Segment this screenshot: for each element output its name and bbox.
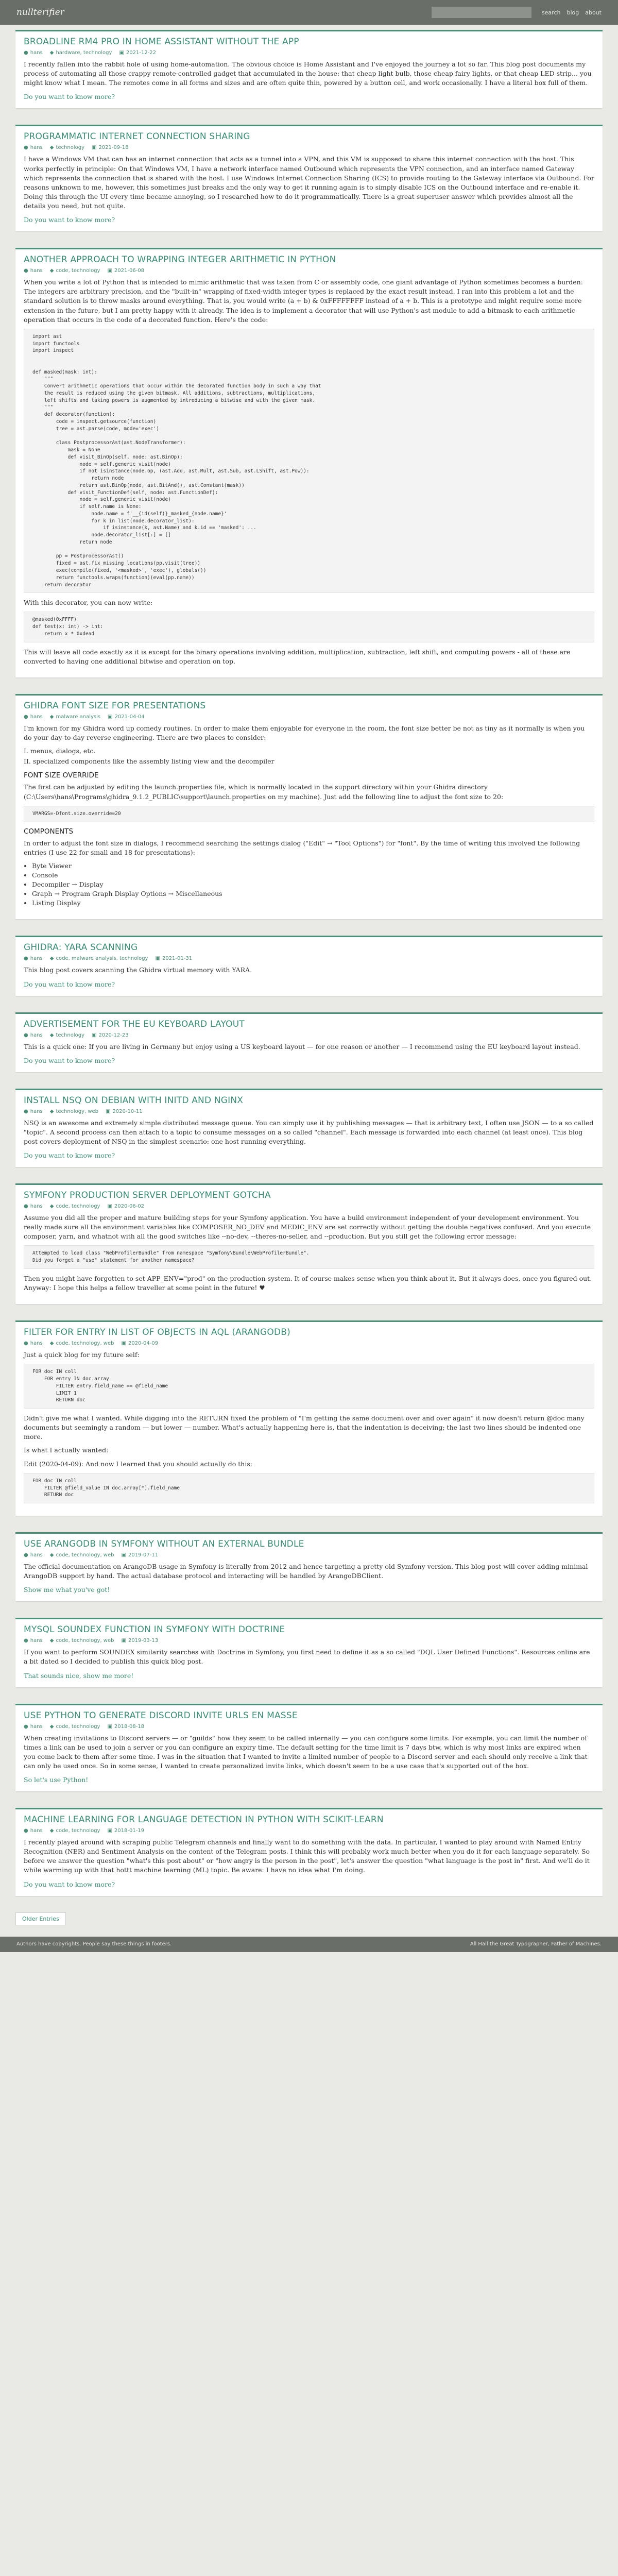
read-more-link[interactable]: Do you want to know more? <box>24 1880 115 1888</box>
post-meta <box>24 1828 594 1834</box>
code-block: Attempted to load class "WebProfilerBundle" from namespace "Symfony\Bundle\WebProfilerBundle". Did you forget a "use" statement for another namespace? <box>24 1245 594 1269</box>
post-meta <box>24 1638 594 1643</box>
post-tags[interactable]: technology, web <box>56 1108 99 1114</box>
post-paragraph: I recently fallen into the rabbit hole of using home-automation. The obvious choice is Home Assistant and I've enjoyed the journey a lot so far. This blog post documents my process of automating all those crappy remote-controlled gadget that accumulated in the house: that cheap light bulb, those cheap fairy lights, or that cheap LED strip... you might know what I mean. The remotes come in all forms and sizes and are often quite thin, powered by a button cell, and work occasionally. I have a literal box full of them. <box>24 60 592 87</box>
post-date: 2019-03-13 <box>128 1638 159 1644</box>
code-block: FOR doc IN coll FILTER @field_value IN doc.array[*].field_name RETURN doc <box>24 1473 594 1503</box>
post-card <box>15 694 603 919</box>
list-item: • Decompiler → Display <box>32 880 594 889</box>
post-tags[interactable]: code, technology <box>56 1828 100 1834</box>
section-heading: FONT SIZE OVERRIDE <box>24 771 99 780</box>
post-author[interactable]: hans <box>30 50 43 56</box>
post-paragraph: This will leave all code exactly as it is except for the binary operations involving addition, multiplication, subtraction, left shift, and computing powers - all of these are converted to having one additional bitwise and operation on top. <box>24 648 571 665</box>
post-paragraph: This is a quick one: If you are living in Germany but enjoy using a US keyboard layout — for one reason or another — I recommend using the EU keyboard layout instead. <box>24 1042 580 1050</box>
user-icon: ● <box>24 714 28 720</box>
user-icon: ● <box>24 956 28 962</box>
tag-icon: ◆ <box>49 956 54 962</box>
post-tags[interactable]: code, technology, web <box>56 1638 114 1644</box>
post-paragraph: With this decorator, you can now write: <box>24 599 153 607</box>
post-paragraph: Edit (2020-04-09): And now I learned that you should actually do this: <box>24 1460 252 1468</box>
top-navigation-bar <box>0 0 618 25</box>
code-block: FOR doc IN coll FOR entry IN doc.array FILTER entry.field_name == @field_name LIMIT 1 RETURN doc <box>24 1364 594 1409</box>
calendar-icon: ▣ <box>121 1341 126 1347</box>
post-date: 2021-12-22 <box>126 50 157 56</box>
post-author[interactable]: hans <box>30 956 43 962</box>
post-date: 2021-04-04 <box>114 714 145 720</box>
post-meta <box>24 50 594 56</box>
post-list <box>15 30 603 1937</box>
read-more-link[interactable]: Do you want to know more? <box>24 216 115 224</box>
user-icon: ● <box>24 1828 28 1834</box>
user-icon: ● <box>24 1032 28 1038</box>
post-date: 2020-06-02 <box>114 1204 145 1209</box>
post-meta <box>24 1204 594 1209</box>
user-icon: ● <box>24 1341 28 1347</box>
post-title[interactable]: ADVERTISEMENT FOR THE EU KEYBOARD LAYOUT <box>24 1019 245 1029</box>
footer-copyright: Authors have copyrights. People say these things in footers. <box>16 1941 172 1947</box>
post-paragraph: NSQ is an awesome and extremely simple distributed message queue. You can simply use it by publishing messages — that is arbitrary text, I often use JSON — to a so called "topic". A second process can then attach to a topic to consume messages on a so called "channel". Each message is forwarded into each channel (at least once). This blog post covers deployment of NSQ in the simplest scenario: one host running everything. <box>24 1118 594 1145</box>
post-paragraph: II. specialized components like the assembly listing view and the decompiler <box>24 757 274 766</box>
post-author[interactable]: hans <box>30 1638 43 1644</box>
tag-icon: ◆ <box>49 145 54 151</box>
list-item: • Listing Display <box>32 899 594 908</box>
footer-tagline: All Hail the Great Typographer, Father of Machines. <box>470 1941 602 1947</box>
code-block: import ast import functools import inspect def masked(mask: int): """ Convert arithmetic operations that occur within the decorated function body in such a way that the result is reduced using the given bitmask. All additions, subtractions, multiplications, left shifts and taking powers is augmented by introducing a bitwise and with the given mask. """ def decorator(function): code = inspect.getsource(function) tree = ast.parse(code, mode='exec') class PostprocessorAst(ast.NodeTransformer): mask = None def visit_BinOp(self, node: ast.BinOp): node = self.generic_visit(node) if not isinstance(node.op, (ast.Add, ast.Mult, ast.Sub, ast.LShift, ast.Pow)): return node return ast.BinOp(node, ast.BitAnd(), ast.Constant(mask)) def visit_FunctionDef(self, node: ast.FunctionDef): node = self.generic_visit(node) if self.name is None: node.name = f'__{id(self)}_masked_{node.name}' for k in list(node.decorator_list): if isinstance(k, ast.Name) and k.id == 'masked': ... node.decorator_list[:] = [] return node pp = PostprocessorAst() fixed = ast.fix_missing_locations(pp.visit(tree)) exec(compile(fixed, '<masked>', 'exec'), globals()) return functools.wraps(function)(eval(pp.name)) return decorator <box>24 329 594 594</box>
post-meta <box>24 268 594 274</box>
post-meta <box>24 1724 594 1730</box>
post-date: 2020-12-23 <box>98 1032 129 1038</box>
user-icon: ● <box>24 1204 28 1209</box>
post-card <box>15 1183 603 1304</box>
post-card <box>15 936 603 995</box>
user-icon: ● <box>24 268 28 274</box>
post-title[interactable]: GHIDRA FONT SIZE FOR PRESENTATIONS <box>24 700 206 711</box>
post-card <box>15 248 603 677</box>
post-tags[interactable]: malware analysis <box>56 714 101 720</box>
site-footer <box>0 1937 618 1952</box>
nav-about-link[interactable]: about <box>585 9 602 16</box>
post-meta <box>24 714 594 720</box>
post-paragraph: Is what I actually wanted: <box>24 1446 109 1454</box>
post-meta <box>24 1341 594 1346</box>
post-tags[interactable]: technology <box>56 1032 84 1038</box>
post-paragraph: I have a Windows VM that can has an internet connection that acts as a tunnel into a VPN, and this VM is supposed to share this internet connection with the host. This works perfectly in principle: On that Windows VM, I have a network interface named Outbound which represents the VPN connection, and an interface named Gateway which represents the connection that is shared with the host. I use Windows Internet Connection Sharing (ICS) to provide routing to the Gateway interface via Outbound. For reasons unknown to me, however, this sometimes just breaks and the only way to get it running again is to simply disable ICS on the Outbound interface and re-enable it. Doing this through the UI every time became annoying, so I researched how to do it programmatically. There is a great superuser answer which provides almost all the details you need, but not quite. <box>24 155 594 210</box>
post-author[interactable]: hans <box>30 1032 43 1038</box>
post-author[interactable]: hans <box>30 1204 43 1209</box>
tag-icon: ◆ <box>49 1108 54 1114</box>
calendar-icon: ▣ <box>107 1204 112 1209</box>
post-date: 2020-10-11 <box>112 1108 143 1114</box>
post-paragraph: If you want to perform SOUNDEX similarity searches with Doctrine in Symfony, you first need to define it as a so called "DQL User Defined Functions". Resources online are a bit dated so I decided to publish this quick blog post. <box>24 1648 590 1666</box>
user-icon: ● <box>24 50 28 56</box>
user-icon: ● <box>24 1108 28 1114</box>
post-title[interactable]: FILTER FOR ENTRY IN LIST OF OBJECTS IN AQL (ARANGODB) <box>24 1327 290 1338</box>
post-title[interactable]: MYSQL SOUNDEX FUNCTION IN SYMFONY WITH DOCTRINE <box>24 1624 285 1635</box>
post-author[interactable]: hans <box>30 1552 43 1558</box>
post-title[interactable]: MACHINE LEARNING FOR LANGUAGE DETECTION IN PYTHON WITH SCIKIT-LEARN <box>24 1815 384 1825</box>
post-date: 2018-08-18 <box>114 1723 145 1730</box>
post-date: 2021-09-18 <box>98 145 129 151</box>
read-more-link[interactable]: Show me what you've got! <box>24 1586 110 1594</box>
post-card <box>15 1320 603 1516</box>
post-card <box>15 30 603 108</box>
post-tags[interactable]: code, technology <box>56 268 100 274</box>
post-paragraph: I. menus, dialogs, etc. <box>24 747 96 755</box>
post-author[interactable]: hans <box>30 268 43 274</box>
post-paragraph: In order to adjust the font size in dialogs, I recommend searching the settings dialog ("Edit" → "Tool Options") for "font". By the time of writing this involved the following entries (I use 22 for small and 18 for presentations): <box>24 839 580 856</box>
older-entries-button[interactable]: Older Entries <box>15 1912 66 1925</box>
post-meta <box>24 1552 594 1558</box>
tag-icon: ◆ <box>49 1204 54 1209</box>
tag-icon: ◆ <box>49 268 54 274</box>
calendar-icon: ▣ <box>121 1638 126 1644</box>
post-title[interactable]: PROGRAMMATIC INTERNET CONNECTION SHARING <box>24 131 250 142</box>
list-item: • Console <box>32 871 594 880</box>
calendar-icon: ▣ <box>106 1108 111 1114</box>
post-card <box>15 1089 603 1167</box>
post-date: 2021-06-08 <box>114 268 145 274</box>
tag-icon: ◆ <box>49 1341 54 1347</box>
post-card <box>15 125 603 231</box>
post-paragraph: I recently played around with scraping public Telegram channels and finally want to do something with the data. In particular, I wanted to play around with Named Entity Recognition (NER) and Sentiment Analysis on the content of the Telegram posts. I think this will probably work much better when you do it for each language separately. So before we answer the question "what's this post about" or "how angry is the person in the post", let's answer the question "what language is the post in" first. And we'll do it while warming up with that hottt machine learning (ML) topic. Be aware: I have no idea what I'm doing. <box>24 1838 590 1874</box>
post-tags[interactable]: code, technology, web <box>56 1552 114 1558</box>
post-paragraph: Didn't give me what I wanted. While digging into the RETURN fixed the problem of "I'm getting the same document over and over again" it now doesn't return @doc many documents but seemingly a random — but lower — number. What's actually happening here is, that the indentation is deceiving; the last two lines should be indented one more. <box>24 1414 585 1441</box>
post-author[interactable]: hans <box>30 714 43 720</box>
post-card <box>15 1532 603 1601</box>
post-author[interactable]: hans <box>30 145 43 151</box>
post-title[interactable]: BROADLINE RM4 PRO IN HOME ASSISTANT WITHOUT THE APP <box>24 37 299 47</box>
list-item: • Byte Viewer <box>32 861 594 871</box>
post-paragraph: Assume you did all the proper and mature building steps for your Symfony application. You have a build environment independent of your development environment. You really made sure all the environment variables like COMPOSER_NO_DEV and MEDIC_ENV are set correctly without getting the double negatives confused. And you execute composer, yarn, and whatnot with all the good switches like --no-dev, --theres-no-seller, and --production. But you still get the following error message: <box>24 1214 591 1241</box>
calendar-icon: ▣ <box>91 1032 97 1038</box>
post-paragraph: I'm known for my Ghidra word up comedy routines. In order to make them enjoyable for everyone in the room, the font size better be not as tiny as it normally is when you do your day-to-day reverse engineering. There are two places to consider: <box>24 724 585 742</box>
tag-icon: ◆ <box>49 1638 54 1644</box>
post-author[interactable]: hans <box>30 1341 43 1347</box>
post-tags[interactable]: technology <box>56 145 84 151</box>
post-date: 2019-07-11 <box>128 1552 159 1558</box>
nav-search-link[interactable]: search <box>541 9 561 16</box>
user-icon: ● <box>24 1638 28 1644</box>
post-author[interactable]: hans <box>30 1828 43 1834</box>
post-card <box>15 1012 603 1072</box>
post-tags[interactable]: code, technology <box>56 1204 100 1209</box>
tag-icon: ◆ <box>49 1552 54 1558</box>
code-block: @masked(0xFFFF) def test(x: int) -> int: return x * 0xdead <box>24 612 594 642</box>
calendar-icon: ▣ <box>107 268 112 274</box>
read-more-link[interactable]: That sounds nice, show me more! <box>24 1671 134 1680</box>
post-tags[interactable]: code, malware analysis, technology <box>56 956 148 962</box>
post-meta <box>24 145 594 150</box>
post-tags[interactable]: code, technology, web <box>56 1341 114 1347</box>
nav-blog-link[interactable]: blog <box>566 9 579 16</box>
user-icon: ● <box>24 1552 28 1558</box>
post-card <box>15 1618 603 1687</box>
tag-icon: ◆ <box>49 1032 54 1038</box>
post-paragraph: When you write a lot of Python that is intended to mimic arithmetic that was taken from C or assembly code, one giant advantage of Python sometimes becomes a burden: The integers are arbitrary precision, and the "built-in" wrapping of fixed-width integer types is replaced by the exact result instead. I ran into this problem a lot and the standard solution is to throw masks around everything. That is, you would write (a + b) & 0xFFFFFFFF instead of a + b. This is a prototype and might require some more extension in the future, but I am pretty happy with it already. The idea is to implement a decorator that will use Python's ast module to add a bitmask to each arithmetic operation that occurs in the code of a decorated function. Here's the code: <box>24 278 583 324</box>
section-heading: COMPONENTS <box>24 827 74 836</box>
post-meta <box>24 956 594 961</box>
read-more-link[interactable]: So let's use Python! <box>24 1776 89 1784</box>
post-title[interactable]: ANOTHER APPROACH TO WRAPPING INTEGER ARITHMETIC IN PYTHON <box>24 255 336 265</box>
post-paragraph: This blog post covers scanning the Ghidra virtual memory with YARA. <box>24 966 252 974</box>
post-title[interactable]: USE PYTHON TO GENERATE DISCORD INVITE URLS EN MASSE <box>24 1710 298 1721</box>
post-meta <box>24 1032 594 1038</box>
code-block: VMARGS=-Dfont.size.override=20 <box>24 806 594 822</box>
list-item: • Graph → Program Graph Display Options → Miscellaneous <box>32 889 594 899</box>
post-card <box>15 1808 603 1896</box>
post-title[interactable]: SYMFONY PRODUCTION SERVER DEPLOYMENT GOTCHA <box>24 1190 271 1200</box>
read-more-link[interactable]: Do you want to know more? <box>24 980 115 988</box>
site-brand[interactable]: nullterifier <box>16 7 64 18</box>
post-meta <box>24 1109 594 1114</box>
post-tags[interactable]: hardware, technology <box>56 50 112 56</box>
post-paragraph: The official documentation on ArangoDB usage in Symfony is literally from 2012 and hence targeting a pretty old Symfony version. This blog post will cover adding minimal ArangoDB support by hand. The actual database protocol and interacting will be handled by ArangoDBClient. <box>24 1563 588 1580</box>
calendar-icon: ▣ <box>107 1828 112 1834</box>
post-date: 2020-04-09 <box>128 1341 159 1347</box>
tag-icon: ◆ <box>49 714 54 720</box>
post-tags[interactable]: code, technology <box>56 1723 100 1730</box>
tag-icon: ◆ <box>49 50 54 56</box>
read-more-link[interactable]: Do you want to know more? <box>24 1151 115 1159</box>
post-paragraph: When creating invitations to Discord servers — or "guilds" how they seem to be called internally — you can configure some limits. For example, you can limit the number of times a link can be used to join a server or you can configure an expiry time. The default setting for the time limit is 7 days btw, which is why most links are expired when you come back to them after some time. I was in the situation that I wanted to invite a limited number of people to a Discord server and each should only receive a link that can only be used once. So in some sense, I wanted to create personalized invite links, which doesn't seem to be a use case that's supported out of the box. <box>24 1734 588 1770</box>
tag-icon: ◆ <box>49 1828 54 1834</box>
calendar-icon: ▣ <box>91 145 97 151</box>
post-author[interactable]: hans <box>30 1723 43 1730</box>
post-paragraph: Then you might have forgotten to set APP_ENV="prod" on the production system. It of course makes sense when you think about it. But it always does, once you figured out. Anyway: I hope this helps a fellow traveller at some point in the future! ♥ <box>24 1274 592 1292</box>
post-title[interactable]: INSTALL NSQ ON DEBIAN WITH INITD AND NGINX <box>24 1095 244 1106</box>
calendar-icon: ▣ <box>121 1552 126 1558</box>
post-paragraph: Just a quick blog for my future self: <box>24 1351 140 1359</box>
calendar-icon: ▣ <box>107 1723 112 1730</box>
user-icon: ● <box>24 1723 28 1730</box>
post-title[interactable]: GHIDRA: YARA SCANNING <box>24 942 138 953</box>
calendar-icon: ▣ <box>108 714 113 720</box>
calendar-icon: ▣ <box>155 956 160 962</box>
post-date: 2021-01-31 <box>162 956 193 962</box>
read-more-link[interactable]: Do you want to know more? <box>24 1056 115 1064</box>
tag-icon: ◆ <box>49 1723 54 1730</box>
post-date: 2018-01-19 <box>114 1828 145 1834</box>
component-list <box>24 861 594 908</box>
calendar-icon: ▣ <box>119 50 124 56</box>
post-paragraph: The first can be adjusted by editing the launch.properties file, which is normally located in the support directory within your Ghidra directory (C:\Users\hans\Programs\ghidra_9.1.2_PUBLIC\support\launch.properties on my machine). Just add the following line to adjust the font size to 20: <box>24 783 504 801</box>
user-icon: ● <box>24 145 28 151</box>
search-input[interactable] <box>432 7 531 18</box>
post-author[interactable]: hans <box>30 1108 43 1114</box>
post-card <box>15 1704 603 1792</box>
read-more-link[interactable]: Do you want to know more? <box>24 93 115 101</box>
post-title[interactable]: USE ARANGODB IN SYMFONY WITHOUT AN EXTERNAL BUNDLE <box>24 1539 304 1550</box>
